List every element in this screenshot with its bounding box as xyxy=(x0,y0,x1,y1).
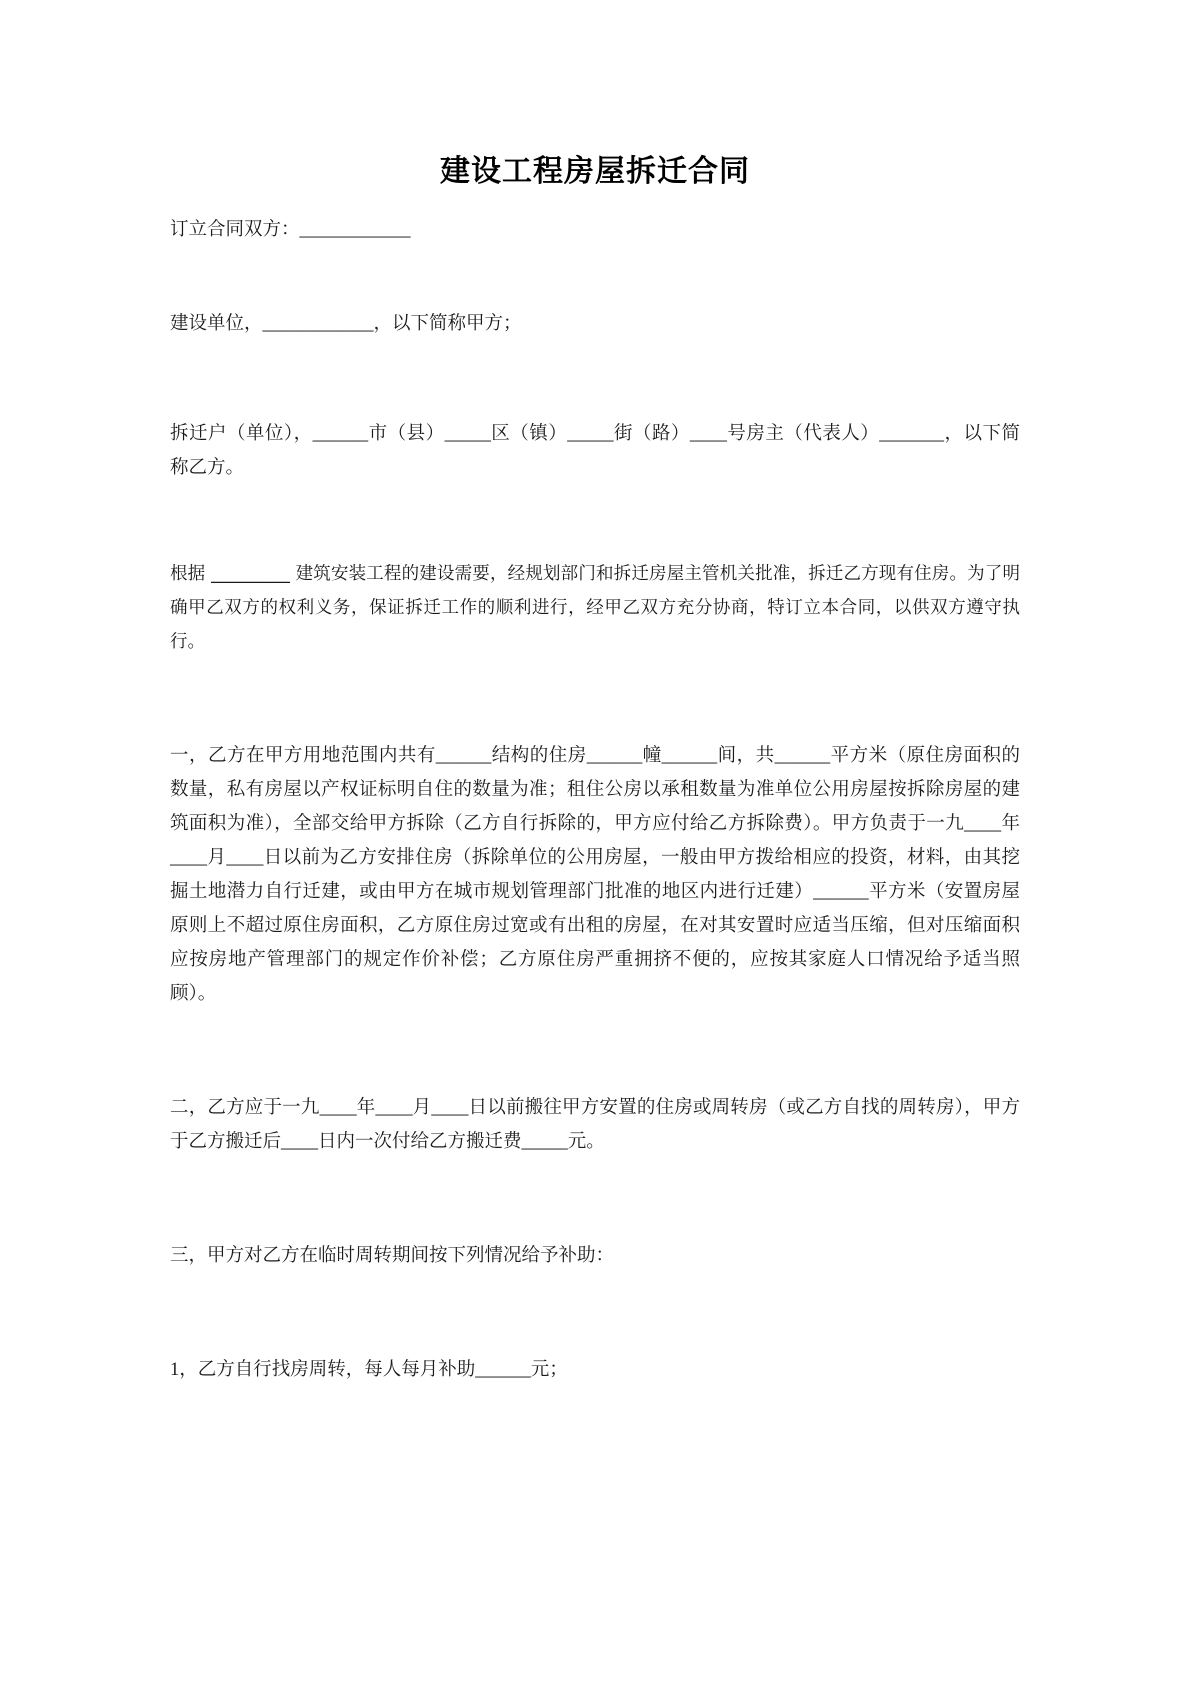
spacer xyxy=(170,191,1020,213)
spacer xyxy=(170,1011,1020,1091)
spacer xyxy=(170,1159,1020,1239)
spacer xyxy=(170,485,1020,557)
paragraph-clause-1: 一，乙方在甲方用地范围内共有______结构的住房______幢______间，共______平方米（原住房面积的数量，私有房屋以产权证标明自住的数量为准；租住公房以承租数量为准单位公用房屋按拆除房屋的建筑面积为准），全部交给甲方拆除（乙方自行拆除的，甲方应付给乙方拆除费）。甲方负责于一九____年____月____日以前为乙方安排住房（拆除单位的公用房屋，一般由甲方拨给相应的投资，材料，由其挖掘土地潜力自行迁建，或由甲方在城市规划管理部门批准的地区内进行迁建）______平方米（安置房屋原则上不超过原住房面积，乙方原住房过宽或有出租的房屋，在对其安置时应适当压缩，但对压缩面积应按房地产管理部门的规定作价补偿；乙方原住房严重拥挤不便的，应按其家庭人口情况给予适当照顾）。 xyxy=(170,746,1020,1004)
paragraph-clause-3-item-1: 1，乙方自行找房周转，每人每月补助______元； xyxy=(170,1360,568,1380)
paragraph-clause-3: 三，甲方对乙方在临时周转期间按下列情况给予补助： xyxy=(170,1246,615,1266)
spacer xyxy=(170,1273,1020,1353)
paragraph-preamble: 根据 _________ 建筑安装工程的建设需要，经规划部门和拆迁房屋主管机关批准，拆迁乙方现有住房。为了明确甲乙双方的权利义务，保证拆迁工作的顺利进行，经甲乙双方充分协商，特订立本合同，以供双方遵守执行。 xyxy=(170,564,1020,652)
paragraph-clause-2: 二，乙方应于一九____年____月____日以前搬往甲方安置的住房或周转房（或乙方自找的周转房），甲方于乙方搬迁后____日内一次付给乙方搬迁费_____元。 xyxy=(170,1098,1020,1152)
paragraph-party-a: 建设单位，____________，以下简称甲方； xyxy=(170,314,522,334)
paragraph-party-b: 拆迁户（单位），______市（县）_____区（镇）_____街（路）____号房主（代表人）_______，以下简称乙方。 xyxy=(170,424,1020,478)
spacer xyxy=(170,659,1020,739)
page-title: 建设工程房屋拆迁合同 xyxy=(440,154,750,189)
spacer xyxy=(170,341,1020,417)
spacer xyxy=(170,247,1020,307)
paragraph-parties-intro: 订立合同双方：____________ xyxy=(170,220,411,240)
